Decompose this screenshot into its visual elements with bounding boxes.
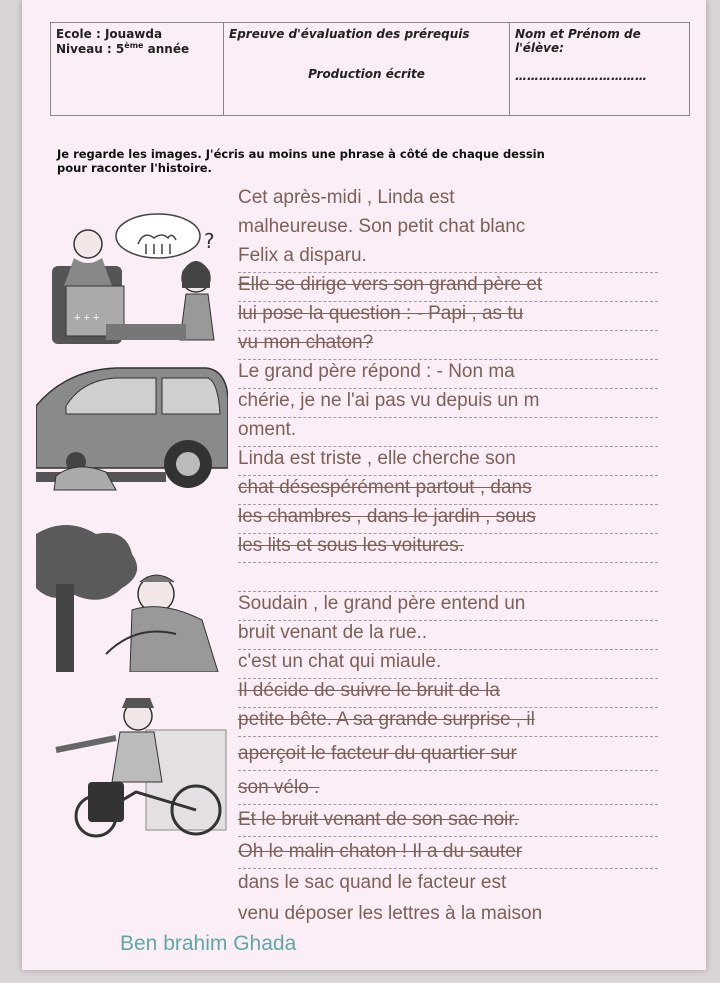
header-table xyxy=(50,22,690,116)
story-line-15: Soudain , le grand père entend un xyxy=(238,590,658,621)
story-line-19: petite bête. A sa grande surprise , il xyxy=(238,706,658,737)
story-line-22: Et le bruit venant de son sac noir. xyxy=(238,806,658,837)
story-line-5: lui pose la question : - Papi , as tu xyxy=(238,300,658,331)
school-cell xyxy=(51,23,224,116)
svg-text:?: ? xyxy=(204,229,215,253)
story-line-12: les chambres , dans le jardin , sous xyxy=(238,503,658,534)
story-line-23: Oh le malin chaton ! Il a du sauter xyxy=(238,838,658,869)
student-name-field[interactable]: …………………………… xyxy=(515,69,647,83)
exam-subject: Production écrite xyxy=(308,67,425,81)
illustration-grandfather-girl xyxy=(46,206,222,346)
story-line-14 xyxy=(238,561,658,592)
instruction-line-2: pour raconter l'histoire. xyxy=(57,161,212,175)
illustration-postman-bicycle xyxy=(36,690,228,840)
story-line-18: Il décide de suivre le bruit de la xyxy=(238,677,658,708)
svg-text:+ + +: + + + xyxy=(74,312,100,324)
story-line-13: les lits et sous les voitures. xyxy=(238,532,658,563)
story-line-3: Felix a disparu. xyxy=(238,242,658,273)
story-line-17: c'est un chat qui miaule. xyxy=(238,648,658,679)
story-line-9: oment. xyxy=(238,416,658,447)
story-line-10: Linda est triste , elle cherche son xyxy=(238,445,658,476)
story-line-7: Le grand père répond : - Non ma xyxy=(238,358,658,389)
story-line-4: Elle se dirige vers son grand père et xyxy=(238,271,658,302)
exam-cell xyxy=(224,23,510,116)
illustration-car-search xyxy=(36,366,228,496)
story-line-20: aperçoit le facteur du quartier sur xyxy=(238,740,658,771)
story-line-25: venu déposer les lettres à la maison xyxy=(238,903,543,924)
story-line-1: Cet après-midi , Linda est xyxy=(238,187,455,208)
story-line-2: malheureuse. Son petit chat blanc xyxy=(238,216,526,237)
instruction xyxy=(57,147,677,175)
exam-title: Epreuve d'évaluation des prérequis xyxy=(229,27,470,41)
school-level: Niveau : 5ème année xyxy=(56,41,190,56)
story-line-16: bruit venant de la rue.. xyxy=(238,619,658,650)
student-label: Nom et Prénom de l'élève: xyxy=(515,27,641,55)
story-line-21: son vélo . xyxy=(238,774,658,805)
signature: Ben brahim Ghada xyxy=(120,932,297,955)
instruction-line-1: Je regarde les images. J'écris au moins une phrase à côté de chaque dessin xyxy=(57,147,545,161)
student-cell xyxy=(510,23,690,116)
story-line-24: dans le sac quand le facteur est xyxy=(238,872,507,893)
story-line-6: vu mon chaton? xyxy=(238,329,658,360)
illustration-grandfather-listening xyxy=(36,524,228,672)
story-line-11: chat désespérément partout , dans xyxy=(238,474,658,505)
school-name: Ecole : Jouawda xyxy=(56,27,163,41)
story-line-8: chérie, je ne l'ai pas vu depuis un m xyxy=(238,387,658,418)
